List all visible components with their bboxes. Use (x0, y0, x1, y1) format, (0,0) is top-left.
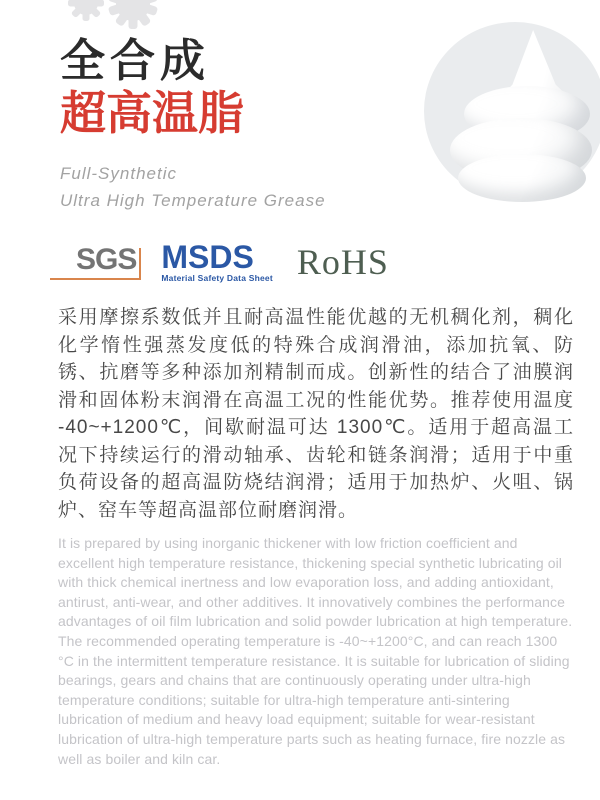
sgs-logo (62, 243, 141, 280)
gear-icon (108, 0, 158, 29)
page-title (60, 34, 244, 140)
sgs-logo-underline (50, 278, 141, 280)
gear-icons-decoration (68, 0, 168, 32)
description-english: It is prepared by using inorganic thickener with low friction coefficient and excellent high temperature resistance, thickening special synthetic lubricating oil with thick chemical inertness and low evaporation loss, and adding antioxidant, antirust, anti-wear, and other additives. It innovatively combines the performance advantages of oil film lubrication and solid powder lubrication at high temperature. The recommended operating temperature is -40~+1200°C, and can reach 1300 °C in the intermittent temperature resistance. It is suitable for lubrication of sliding bearings, gears and chains that are continuously operating under ultra-high temperature conditions; suitable for ultra-high temperature anti-sintering lubrication of medium and heavy load equipment; suitable for wear-resistant lubrication of ultra-high temperature parts such as heating furnace, fire nozzle as well as boiler and kiln car. (58, 535, 573, 767)
title-cn-line1: 全合成 (60, 35, 211, 86)
msds-logo (161, 239, 273, 283)
sgs-logo-vertical-line (139, 248, 141, 280)
grease-swirl-base (458, 154, 586, 202)
gear-icon (68, 0, 104, 21)
subtitle-line2: Ultra High Temperature Grease (60, 191, 326, 210)
certification-logos (62, 239, 389, 283)
rohs-logo (297, 243, 389, 281)
subtitle-line1: Full-Synthetic (60, 164, 177, 183)
title-cn-line2: 超高温脂 (60, 87, 244, 139)
subtitle-english (60, 160, 326, 214)
msds-logo-text: MSDS (161, 239, 254, 275)
description-chinese: 采用摩擦系数低并且耐高温性能优越的无机稠化剂，稠化化学惰性强蒸发度低的特殊合成润滑油，添加抗氧、防锈、抗磨等多种添加剂精制而成。创新性的结合了油膜润滑和固体粉末润滑在高温工况的性能优势。推荐使用温度 -40~+1200℃，间歇耐温可达 1300℃。适用于超高温工况下持续运行的滑动轴承、齿轮和链条润滑；适用于中重负荷设备的超高温防烧结润滑；适用于加热炉、火咀、锅炉、窑车等超高温部位耐磨润滑。 (58, 307, 574, 521)
rohs-logo-text: RoHS (296, 242, 389, 282)
product-image (424, 22, 600, 200)
msds-logo-subtext: Material Safety Data Sheet (161, 273, 273, 283)
sgs-logo-text: SGS (76, 243, 137, 276)
